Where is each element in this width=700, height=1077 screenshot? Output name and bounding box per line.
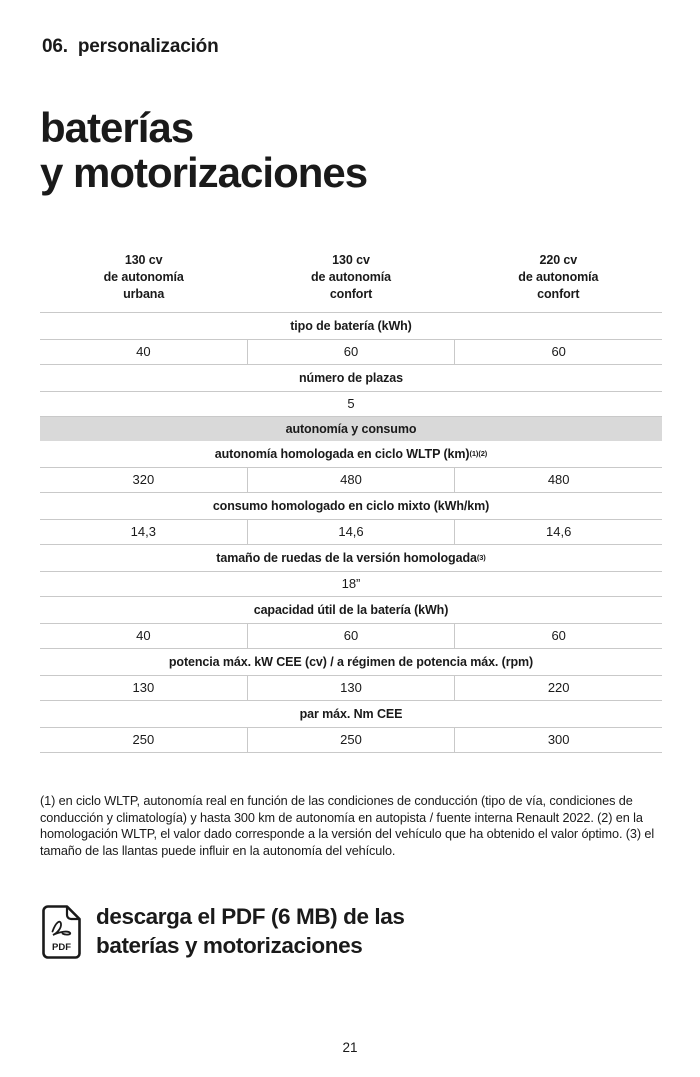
table-cell-value: 14,6 — [454, 520, 662, 544]
pdf-file-icon — [42, 905, 81, 959]
pdf-download-label: descarga el PDF (6 MB) de las baterías y motorizaciones — [96, 904, 405, 958]
table-row-values — [40, 520, 662, 545]
pdf-icon-label: PDF — [52, 941, 71, 953]
table-row-values — [40, 676, 662, 701]
table-cell-value: 14,3 — [130, 524, 156, 540]
table-cell-value: 250 — [247, 728, 455, 752]
section-kicker: 06. personalización — [42, 36, 219, 57]
table-cell-value: 14,6 — [247, 520, 455, 544]
table-cell-value: 60 — [247, 624, 455, 648]
table-row-label: número de plazas — [40, 365, 662, 392]
table-col-header: 220 cv de autonomía confort — [518, 253, 599, 301]
table-row-single-value: 5 — [40, 392, 662, 417]
table-row-values — [40, 624, 662, 649]
table-row-values — [40, 728, 662, 753]
table-cell-value: 60 — [454, 340, 662, 364]
table-cell-value: 220 — [454, 676, 662, 700]
table-row-label: potencia máx. kW CEE (cv) / a régimen de potencia máx. (rpm) — [40, 649, 662, 676]
table-row-label: capacidad útil de la batería (kWh) — [40, 597, 662, 624]
table-row-label: tamaño de ruedas de la versión homologada (3) — [40, 545, 662, 572]
spec-table — [40, 252, 662, 753]
table-row-label: consumo homologado en ciclo mixto (kWh/km) — [40, 493, 662, 520]
table-row-label: par máx. Nm CEE — [40, 701, 662, 728]
table-cell-value: 300 — [454, 728, 662, 752]
page-number: 21 — [342, 1040, 358, 1055]
table-col-header: 130 cv de autonomía urbana — [103, 253, 184, 301]
table-row-values — [40, 468, 662, 493]
table-row-single-value: 18” — [40, 572, 662, 597]
table-cell-value: 40 — [136, 628, 151, 644]
table-cell-value: 480 — [247, 468, 455, 492]
table-section-header: autonomía y consumo — [40, 417, 662, 441]
table-cell-value: 60 — [247, 340, 455, 364]
table-cell-value: 40 — [136, 344, 151, 360]
table-cell-value: 130 — [247, 676, 455, 700]
table-cell-value: 60 — [454, 624, 662, 648]
footnotes: (1) en ciclo WLTP, autonomía real en función de las condiciones de conducción (tipo de vía, condiciones de conducción y climatología) y hasta 300 km de autonomía en autopista / fuente interna Renault 2022. (2) en la homologación WLTP, el valor dado corresponde a la versión del vehículo que ha obtenido el valor óptimo. (3) el tamaño de las llantas puede influir en la autonomía del vehículo. — [40, 794, 655, 858]
pdf-download-link[interactable] — [42, 903, 405, 960]
table-cell-value: 320 — [132, 472, 155, 488]
table-col-header: 130 cv de autonomía confort — [310, 253, 392, 301]
spec-table-header — [40, 252, 662, 313]
spec-table-body — [40, 313, 662, 753]
page-title: baterías y motorizaciones — [40, 104, 368, 196]
table-row-label: tipo de batería (kWh) — [40, 313, 662, 340]
table-row-values — [40, 340, 662, 365]
table-row-label: autonomía homologada en ciclo WLTP (km) (1)(2) — [40, 441, 662, 468]
table-cell-value: 480 — [454, 468, 662, 492]
table-cell-value: 130 — [132, 680, 155, 696]
table-cell-value: 250 — [132, 732, 155, 748]
